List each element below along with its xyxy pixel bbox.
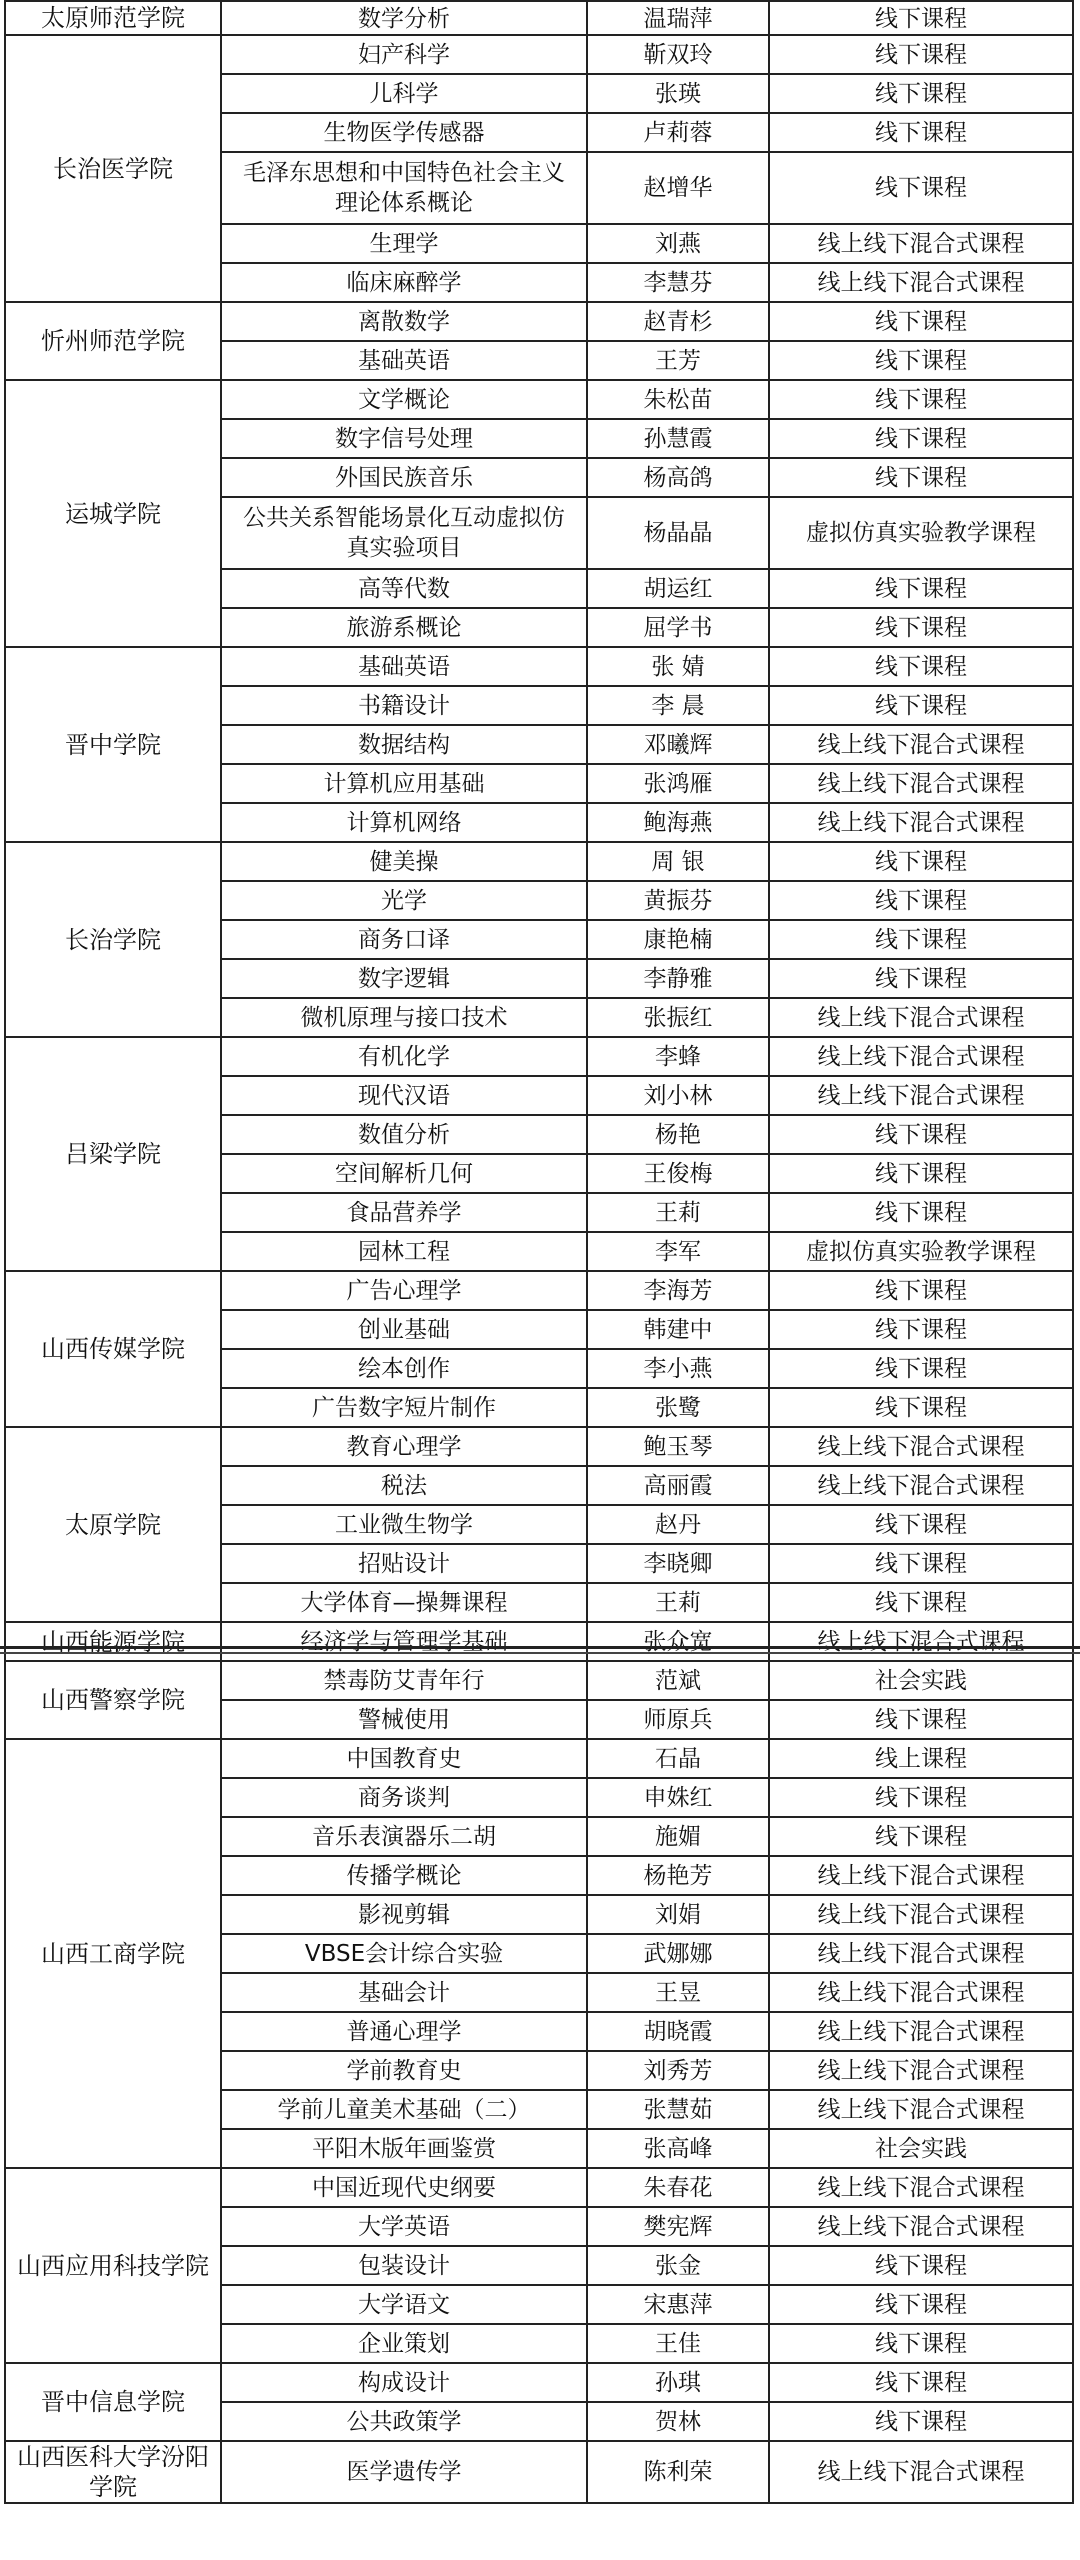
teacher-cell: 王莉 [587,1583,769,1622]
teacher-cell: 赵青杉 [587,302,769,341]
teacher-cell: 黄振芬 [587,881,769,920]
course-cell: 计算机网络 [221,803,587,842]
course-cell: 商务口译 [221,920,587,959]
teacher-cell: 韩建中 [587,1310,769,1349]
course-type-cell: 线下课程 [769,2363,1073,2402]
course-cell: 微机原理与接口技术 [221,998,587,1037]
course-type-cell: 线上线下混合式课程 [769,2168,1073,2207]
course-cell: 广告数字短片制作 [221,1388,587,1427]
teacher-cell: 张振红 [587,998,769,1037]
school-cell: 晋中学院 [5,647,221,842]
course-type-cell: 线下课程 [769,35,1073,74]
course-cell: 工业微生物学 [221,1505,587,1544]
teacher-cell: 刘秀芳 [587,2051,769,2090]
course-cell: 传播学概论 [221,1856,587,1895]
teacher-cell: 胡运红 [587,569,769,608]
course-cell: 包装设计 [221,2246,587,2285]
course-cell: 普通心理学 [221,2012,587,2051]
teacher-cell: 杨高鸽 [587,458,769,497]
teacher-cell: 杨艳 [587,1115,769,1154]
school-cell: 山西警察学院 [5,1661,221,1739]
school-cell: 山西工商学院 [5,1739,221,2168]
course-cell: 有机化学 [221,1037,587,1076]
table-row [5,380,1073,419]
course-cell: 创业基础 [221,1310,587,1349]
teacher-cell: 邓曦辉 [587,725,769,764]
teacher-cell: 张 婧 [587,647,769,686]
course-type-cell: 社会实践 [769,1661,1073,1700]
course-cell: 文学概论 [221,380,587,419]
course-cell: 公共关系智能场景化互动虚拟仿 真实验项目 [221,497,587,569]
course-cell: 警械使用 [221,1700,587,1739]
section-separator-line [0,1646,1080,1649]
course-cell: 基础英语 [221,341,587,380]
course-type-cell: 线下课程 [769,380,1073,419]
teacher-cell: 宋惠萍 [587,2285,769,2324]
course-type-cell: 线下课程 [769,1349,1073,1388]
course-type-cell: 线上线下混合式课程 [769,1895,1073,1934]
table-row [5,1037,1073,1076]
teacher-cell: 张鸿雁 [587,764,769,803]
course-cell: 生物医学传感器 [221,113,587,152]
table-row [5,1739,1073,1778]
section-separator-line-inner [0,1652,1080,1654]
course-cell: 音乐表演器乐二胡 [221,1817,587,1856]
teacher-cell: 申姝红 [587,1778,769,1817]
course-type-cell: 线上线下混合式课程 [769,803,1073,842]
course-type-cell: 线上线下混合式课程 [769,1856,1073,1895]
course-cell: 商务谈判 [221,1778,587,1817]
course-cell: 学前儿童美术基础（二） [221,2090,587,2129]
teacher-cell: 刘燕 [587,224,769,263]
teacher-cell: 李海芳 [587,1271,769,1310]
course-type-cell: 线下课程 [769,419,1073,458]
teacher-cell: 李静雅 [587,959,769,998]
teacher-cell: 刘娟 [587,1895,769,1934]
course-cell: 光学 [221,881,587,920]
course-cell: 数学分析 [221,1,587,35]
teacher-cell: 李晓卿 [587,1544,769,1583]
course-cell: 健美操 [221,842,587,881]
teacher-cell: 朱春花 [587,2168,769,2207]
course-cell: 教育心理学 [221,1427,587,1466]
course-cell: 外国民族音乐 [221,458,587,497]
teacher-cell: 靳双玲 [587,35,769,74]
course-type-cell: 线下课程 [769,686,1073,725]
course-cell: 禁毒防艾青年行 [221,1661,587,1700]
course-type-cell: 线下课程 [769,1310,1073,1349]
course-type-cell: 线下课程 [769,341,1073,380]
course-cell: VBSE会计综合实验 [221,1934,587,1973]
teacher-cell: 王芳 [587,341,769,380]
course-type-cell: 线下课程 [769,1778,1073,1817]
course-type-cell: 线下课程 [769,647,1073,686]
school-cell: 长治医学院 [5,35,221,302]
teacher-cell: 杨晶晶 [587,497,769,569]
course-cell: 企业策划 [221,2324,587,2363]
course-type-cell: 线下课程 [769,1700,1073,1739]
teacher-cell: 温瑞萍 [587,1,769,35]
teacher-cell: 李 晨 [587,686,769,725]
teacher-cell: 孙慧霞 [587,419,769,458]
teacher-cell: 李蜂 [587,1037,769,1076]
teacher-cell: 张高峰 [587,2129,769,2168]
course-cell: 计算机应用基础 [221,764,587,803]
course-cell: 数据结构 [221,725,587,764]
course-cell: 儿科学 [221,74,587,113]
school-cell: 山西能源学院 [5,1622,221,1661]
course-cell: 妇产科学 [221,35,587,74]
teacher-cell: 李慧芬 [587,263,769,302]
teacher-cell: 张慧茹 [587,2090,769,2129]
course-type-cell: 线上线下混合式课程 [769,2441,1073,2503]
course-type-cell: 线下课程 [769,2324,1073,2363]
school-cell: 山西医科大学汾阳 学院 [5,2441,221,2503]
teacher-cell: 王俊梅 [587,1154,769,1193]
teacher-cell: 张鹭 [587,1388,769,1427]
teacher-cell: 李小燕 [587,1349,769,1388]
teacher-cell: 王昱 [587,1973,769,2012]
table-row [5,1622,1073,1661]
course-type-cell: 线上线下混合式课程 [769,2207,1073,2246]
course-type-cell: 线下课程 [769,1505,1073,1544]
school-cell: 运城学院 [5,380,221,647]
course-type-cell: 线上线下混合式课程 [769,1622,1073,1661]
course-type-cell: 线下课程 [769,2402,1073,2441]
course-type-cell: 线下课程 [769,608,1073,647]
teacher-cell: 王莉 [587,1193,769,1232]
course-type-cell: 线下课程 [769,1544,1073,1583]
course-type-cell: 线下课程 [769,1,1073,35]
table-row [5,1271,1073,1310]
course-cell: 公共政策学 [221,2402,587,2441]
course-cell: 医学遗传学 [221,2441,587,2503]
teacher-cell: 师原兵 [587,1700,769,1739]
school-cell: 太原学院 [5,1427,221,1622]
teacher-cell: 施媚 [587,1817,769,1856]
course-type-cell: 线上线下混合式课程 [769,1037,1073,1076]
course-type-cell: 线下课程 [769,920,1073,959]
table-row [5,842,1073,881]
course-type-cell: 线下课程 [769,1193,1073,1232]
school-cell: 山西传媒学院 [5,1271,221,1427]
school-cell: 太原师范学院 [5,1,221,35]
school-cell: 吕梁学院 [5,1037,221,1271]
course-type-cell: 线下课程 [769,152,1073,224]
teacher-cell: 刘小林 [587,1076,769,1115]
course-type-cell: 线下课程 [769,1817,1073,1856]
teacher-cell: 石晶 [587,1739,769,1778]
course-type-cell: 线上线下混合式课程 [769,263,1073,302]
table-row [5,35,1073,74]
course-cell: 构成设计 [221,2363,587,2402]
course-cell: 平阳木版年画鉴赏 [221,2129,587,2168]
course-type-cell: 线下课程 [769,1271,1073,1310]
teacher-cell: 陈利荣 [587,2441,769,2503]
course-cell: 数字逻辑 [221,959,587,998]
teacher-cell: 赵增华 [587,152,769,224]
school-cell: 晋中信息学院 [5,2363,221,2441]
teacher-cell: 胡晓霞 [587,2012,769,2051]
table-row [5,302,1073,341]
course-cell: 毛泽东思想和中国特色社会主义 理论体系概论 [221,152,587,224]
course-cell: 园林工程 [221,1232,587,1271]
course-type-cell: 线下课程 [769,1583,1073,1622]
course-type-cell: 线上线下混合式课程 [769,764,1073,803]
teacher-cell: 杨艳芳 [587,1856,769,1895]
course-cell: 食品营养学 [221,1193,587,1232]
course-cell: 学前教育史 [221,2051,587,2090]
teacher-cell: 鲍海燕 [587,803,769,842]
course-cell: 书籍设计 [221,686,587,725]
course-cell: 中国教育史 [221,1739,587,1778]
table-row [5,647,1073,686]
course-type-cell: 线上线下混合式课程 [769,224,1073,263]
course-type-cell: 线下课程 [769,569,1073,608]
course-type-cell: 线下课程 [769,1388,1073,1427]
teacher-cell: 高丽霞 [587,1466,769,1505]
course-type-cell: 线上线下混合式课程 [769,725,1073,764]
course-type-cell: 线上线下混合式课程 [769,2051,1073,2090]
course-type-cell: 线上线下混合式课程 [769,1427,1073,1466]
teacher-cell: 孙琪 [587,2363,769,2402]
course-cell: 广告心理学 [221,1271,587,1310]
course-type-cell: 线上线下混合式课程 [769,2090,1073,2129]
teacher-cell: 武娜娜 [587,1934,769,1973]
course-cell: 绘本创作 [221,1349,587,1388]
course-cell: 临床麻醉学 [221,263,587,302]
teacher-cell: 樊宪辉 [587,2207,769,2246]
teacher-cell: 张瑛 [587,74,769,113]
teacher-cell: 贺林 [587,2402,769,2441]
course-type-cell: 线上线下混合式课程 [769,1973,1073,2012]
school-cell: 山西应用科技学院 [5,2168,221,2363]
course-cell: 数字信号处理 [221,419,587,458]
course-type-cell: 社会实践 [769,2129,1073,2168]
course-cell: 生理学 [221,224,587,263]
teacher-cell: 李军 [587,1232,769,1271]
course-type-cell: 线上线下混合式课程 [769,1076,1073,1115]
table-row [5,1661,1073,1700]
course-cell: 经济学与管理学基础 [221,1622,587,1661]
course-type-cell: 线上线下混合式课程 [769,2012,1073,2051]
course-type-cell: 线下课程 [769,842,1073,881]
teacher-cell: 屈学书 [587,608,769,647]
course-type-cell: 线下课程 [769,1154,1073,1193]
course-type-cell: 线上线下混合式课程 [769,1934,1073,1973]
course-type-cell: 线下课程 [769,2285,1073,2324]
teacher-cell: 周 银 [587,842,769,881]
course-type-cell: 线下课程 [769,2246,1073,2285]
school-cell: 忻州师范学院 [5,302,221,380]
course-type-cell: 虚拟仿真实验教学课程 [769,1232,1073,1271]
course-type-cell: 线上课程 [769,1739,1073,1778]
course-cell: 影视剪辑 [221,1895,587,1934]
teacher-cell: 张众宽 [587,1622,769,1661]
table-row [5,2168,1073,2207]
course-type-cell: 虚拟仿真实验教学课程 [769,497,1073,569]
teacher-cell: 张金 [587,2246,769,2285]
teacher-cell: 范斌 [587,1661,769,1700]
course-type-cell: 线下课程 [769,302,1073,341]
course-cell: 数值分析 [221,1115,587,1154]
teacher-cell: 王佳 [587,2324,769,2363]
course-type-cell: 线下课程 [769,881,1073,920]
course-type-cell: 线上线下混合式课程 [769,1466,1073,1505]
course-cell: 离散数学 [221,302,587,341]
school-cell: 长治学院 [5,842,221,1037]
course-cell: 基础会计 [221,1973,587,2012]
course-type-cell: 线下课程 [769,458,1073,497]
teacher-cell: 康艳楠 [587,920,769,959]
course-table-body [5,1,1073,2503]
course-cell: 中国近现代史纲要 [221,2168,587,2207]
course-type-cell: 线下课程 [769,113,1073,152]
course-cell: 旅游系概论 [221,608,587,647]
course-cell: 高等代数 [221,569,587,608]
table-row [5,1,1073,35]
table-row [5,2441,1073,2503]
course-cell: 现代汉语 [221,1076,587,1115]
course-type-cell: 线下课程 [769,959,1073,998]
course-cell: 空间解析几何 [221,1154,587,1193]
course-cell: 税法 [221,1466,587,1505]
table-row [5,2363,1073,2402]
course-type-cell: 线下课程 [769,1115,1073,1154]
teacher-cell: 卢莉蓉 [587,113,769,152]
course-cell: 招贴设计 [221,1544,587,1583]
course-table [4,0,1074,2504]
teacher-cell: 朱松苗 [587,380,769,419]
table-row [5,1427,1073,1466]
course-type-cell: 线下课程 [769,74,1073,113]
course-cell: 基础英语 [221,647,587,686]
course-type-cell: 线上线下混合式课程 [769,998,1073,1037]
course-cell: 大学英语 [221,2207,587,2246]
teacher-cell: 鲍玉琴 [587,1427,769,1466]
teacher-cell: 赵丹 [587,1505,769,1544]
course-cell: 大学体育—操舞课程 [221,1583,587,1622]
course-cell: 大学语文 [221,2285,587,2324]
